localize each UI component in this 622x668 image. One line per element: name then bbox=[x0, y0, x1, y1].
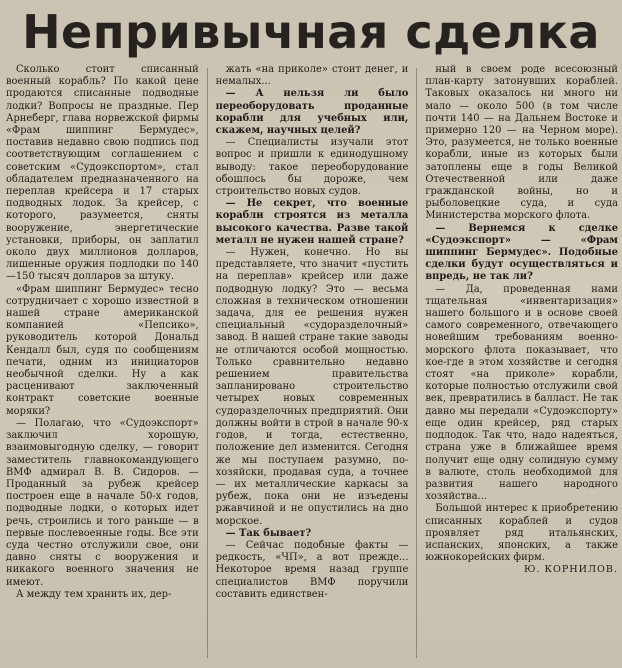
paragraph: — Да, проведенная нами тщательная «инвентаризация» нашего большого и в основе своей самого современного, отвечающего новейшим требованиям военно-морского флота показывает, что кое-где в этом хозяйстве и сегодня стоят «на приколе» корабли, которые полностью отслужили свой век, превратились в балласт. Не так давно мы передали «Судоэкспорту» еще один крейсер, ряд старых подлодок. Так что, надо надеяться, страна уже в ближайшее время получит еще одну солидную сумму в валюте, столь необходимой для развития нашего народного хозяйства... bbox=[425, 283, 618, 503]
paragraph: — Сейчас подобные факты — редкость, «ЧП», а вот прежде... Некоторое время назад группе специалистов ВМФ поручили составить единствен- bbox=[215, 539, 409, 600]
paragraph: Большой интерес к приобретению списанных кораблей и судов проявляет ряд итальянских, испанских, японских, а также южнокорейских фирм. bbox=[425, 503, 618, 564]
article-headline: Непривычная сделка bbox=[22, 5, 600, 59]
paragraph: — Специалисты изучали этот вопрос и пришли к единодушному выводу: такое переоборудование обошлось бы дороже, чем строительство новых судов. bbox=[215, 137, 409, 198]
author-signature: Ю. КОРНИЛОВ. bbox=[524, 564, 618, 576]
question-paragraph: — А нельзя ли было переоборудовать проданные корабли для учебных или, скажем, научных целей? bbox=[215, 88, 409, 137]
paragraph: жать «на приколе» стоит денег, и немалых... bbox=[215, 64, 409, 88]
paragraph: А между тем хранить их, дер- bbox=[16, 588, 172, 600]
question-paragraph: — Не секрет, что военные корабли строятся из металла высокого качества. Разве такой металл не нужен нашей стране? bbox=[215, 198, 409, 246]
question-paragraph: — Вернемся к сделке «Судоэкспорт» — «Фрам шиппинг Бермудес». Подобные сделки будут осуществляться и впредь, не так ли? bbox=[425, 222, 618, 283]
column-divider bbox=[207, 68, 208, 658]
question-paragraph: — Так бывает? bbox=[225, 527, 312, 539]
column-divider bbox=[416, 68, 417, 658]
column-3 bbox=[425, 64, 618, 664]
paragraph: Сколько стоит списанный военный корабль? По какой цене продаются списанные подводные лодки? Вопросы не праздные. Пер Арнеберг, глава норвежской фирмы «Фрам шиппинг Бермудес», поставив недавно свою подпись под соответствующим соглашением с советским «Судоэкспортом», стал обладателем предназначенного на переплав крейсера и 17 старых подводных лодок. За крейсер, с которого, разумеется, сняты вооружение, энергетические установки, приборы, он заплатил около двух миллионов долларов, лишенные оружия подлодки по 140—150 тысяч долларов за штуку. bbox=[6, 64, 199, 283]
paragraph: ный в своем роде всесоюзный план-карту затонувших кораблей. Таковых оказалось ни много ни мало — около 500 (в том числе почти 140 — на Дальнем Востоке и примерно 120 — на Черном море). Это, разумеется, не только военные корабли, иные из которых были затоплены еще в годы Великой Отечественной или даже гражданской войны, но и рыболовецкие суда, и суда Министерства морского флота. bbox=[425, 64, 618, 222]
column-1 bbox=[6, 64, 199, 664]
paragraph: — Полагаю, что «Судоэкспорт» заключил хорошую, взаимовыгодную сделку, — говорит заместитель главнокомандующего ВМФ адмирал В. В. Сидоров. — Проданный за рубеж крейсер построен еще в начале 50-х годов, подводные лодки, о которых идет речь, строились и того раньше — в первые послевоенные годы. Все эти суда честно отслужили свое, они давно сняты с вооружения и никакого военного значения не имеют. bbox=[6, 417, 199, 588]
paragraph: — Нужен, конечно. Но вы представляете, что значит «пустить на переплав» крейсер или даже подводную лодку? Это — весьма сложная в техническом отношении задача, для ее решения нужен специальный «судоразделочный» завод. В нашей стране такие заводы не отличаются особой мощностью. Только сравнительно недавно решением правительства запланировано строительство четырех новых современных судоразделочных предприятий. Они должны войти в строй в начале 90-х годов, и тогда, естественно, положение дел изменится. Сегодня же мы поступаем разумно, по-хозяйски, продавая суда, а точнее — их металлические каркасы за рубеж, пока они не изъедены ржавчиной и не опустились на дно морское. bbox=[215, 247, 409, 527]
column-2 bbox=[216, 64, 409, 664]
paragraph: «Фрам шиппинг Бермудес» тесно сотрудничает с хорошо известной в нашей стране американской компанией «Пепсико», руководитель которой Дональд Кендалл был, судя по сообщениям печати, одним из инициаторов необычной сделки. Ну а как расценивают заключенный контракт советские военные моряки? bbox=[6, 283, 199, 417]
article-body bbox=[6, 64, 618, 664]
